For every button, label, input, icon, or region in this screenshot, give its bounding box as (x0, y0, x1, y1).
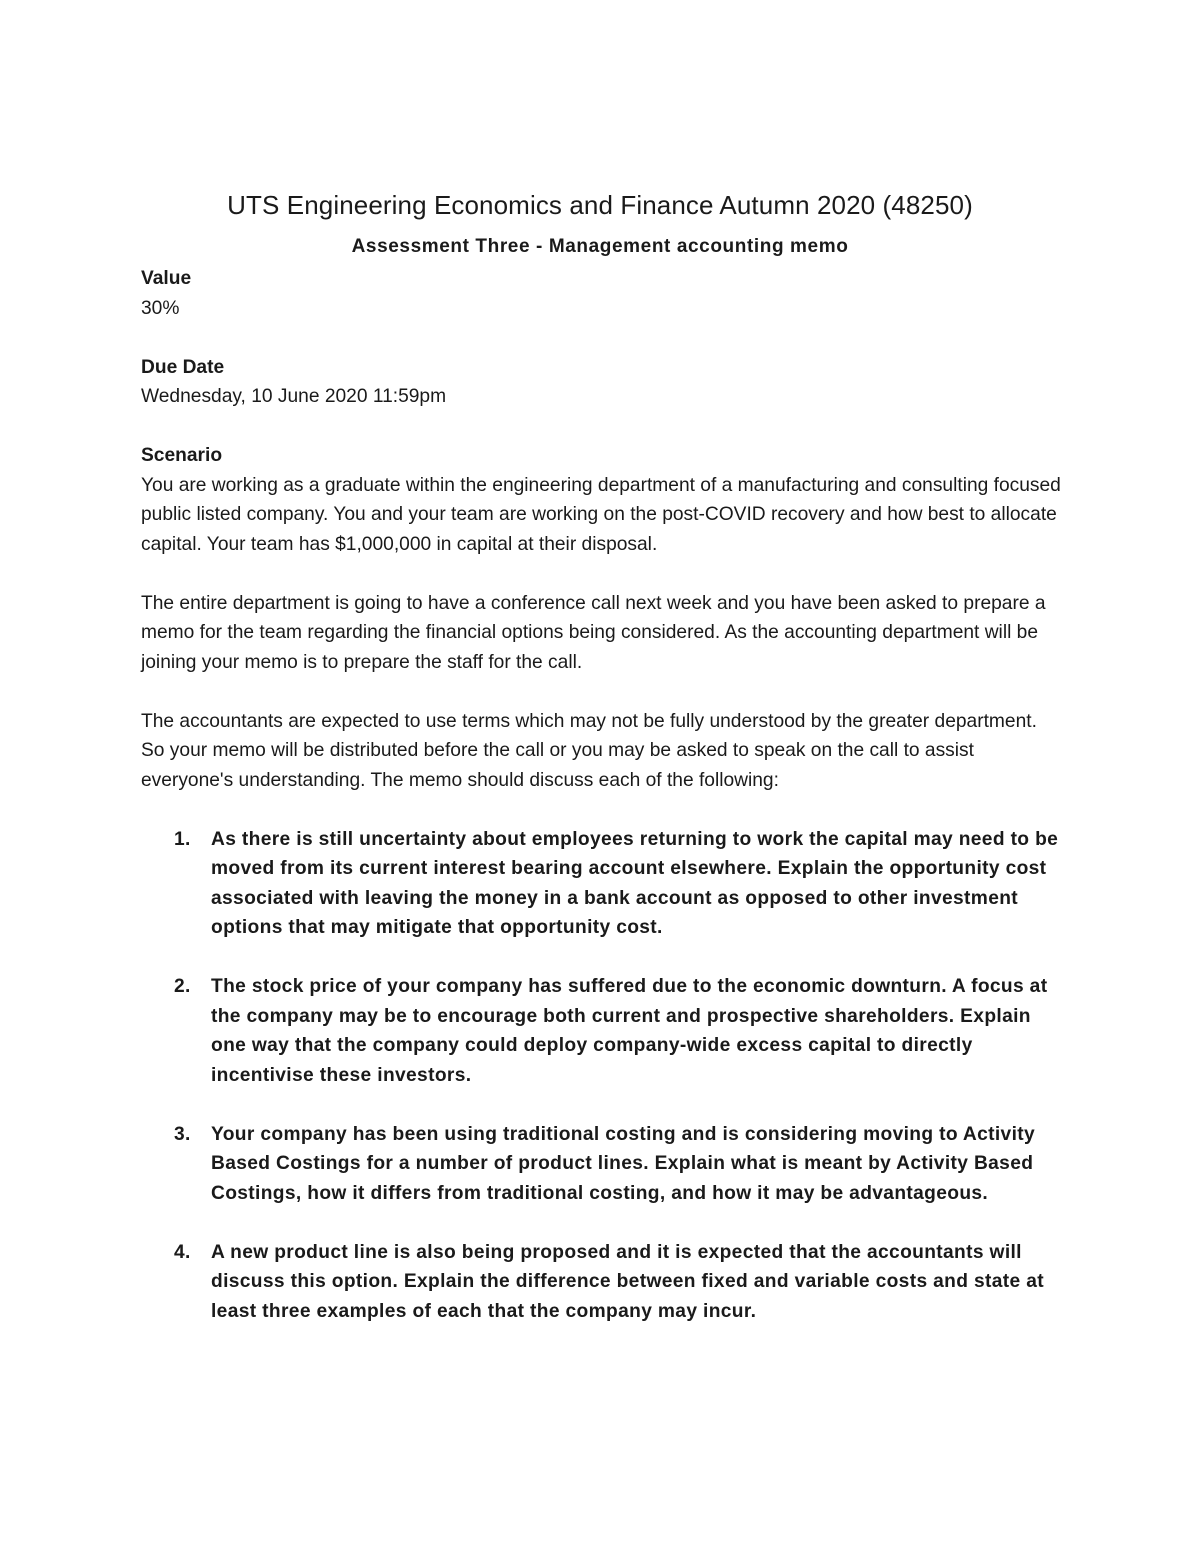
scenario-label: Scenario (141, 445, 223, 466)
value-label: Value (141, 268, 192, 289)
task-item (141, 972, 1061, 1090)
scenario-paragraph: The entire department is going to have a conference call next week and you have been asked to prepare a memo for the team regarding the financial options being considered. As the accounting department will be joining your memo is to prepare the staff for the call. (141, 592, 1046, 673)
spacer (141, 559, 1061, 589)
task-number: 3. (174, 1123, 191, 1145)
task-number: 1. (174, 828, 191, 850)
spacer (141, 323, 1061, 353)
task-item (141, 1120, 1061, 1209)
document-body (141, 264, 1061, 1356)
due-date-label: Due Date (141, 356, 225, 378)
scenario-paragraph: You are working as a graduate within the engineering department of a manufacturing and consulting focused public listed company. You and your team are working on the post-COVID recovery and how best to allocate capital. Your team has $1,000,000 in capital at their disposal. (141, 474, 1061, 555)
document-subtitle: Assessment Three - Management accounting memo (351, 236, 849, 257)
due-date-text: Wednesday, 10 June 2020 11:59pm (141, 386, 447, 407)
task-text: A new product line is also being proposed and it is expected that the accountants will discuss this option. Explain the difference between fixed and variable costs and state at least three examples of each that the company may incur. (211, 1241, 1044, 1322)
spacer (141, 412, 1061, 442)
task-number: 2. (174, 976, 191, 997)
task-list (141, 825, 1061, 1327)
spacer (141, 677, 1061, 707)
task-text: Your company has been using traditional costing and is considering moving to Activity Based Costings for a number of product lines. Explain what is meant by Activity Based Costings, how it differs from traditional costing, and how it may be advantageous. (211, 1123, 1036, 1204)
value-text: 30% (141, 297, 180, 319)
task-text: As there is still uncertainty about employees returning to work the capital may need to be moved from its current interest bearing account elsewhere. Explain the opportunity cost associated with leaving the money in a bank account as opposed to other investment options that may mitigate that opportunity cost. (211, 828, 1059, 938)
task-item (141, 1238, 1061, 1327)
task-item (141, 825, 1061, 943)
task-number: 4. (174, 1241, 191, 1263)
document-title: UTS Engineering Economics and Finance Autumn 2020 (48250) (227, 190, 973, 220)
task-text: The stock price of your company has suffered due to the economic downturn. A focus at the company may be to encourage both current and prospective shareholders. Explain one way that the company could deploy company-wide excess capital to directly incentivise these investors. (211, 976, 1048, 1086)
scenario-paragraph: The accountants are expected to use terms which may not be fully understood by the greater department. So your memo will be distributed before the call or you may be asked to speak on the call to assist everyone's understanding. The memo should discuss each of the following: (141, 710, 1037, 791)
